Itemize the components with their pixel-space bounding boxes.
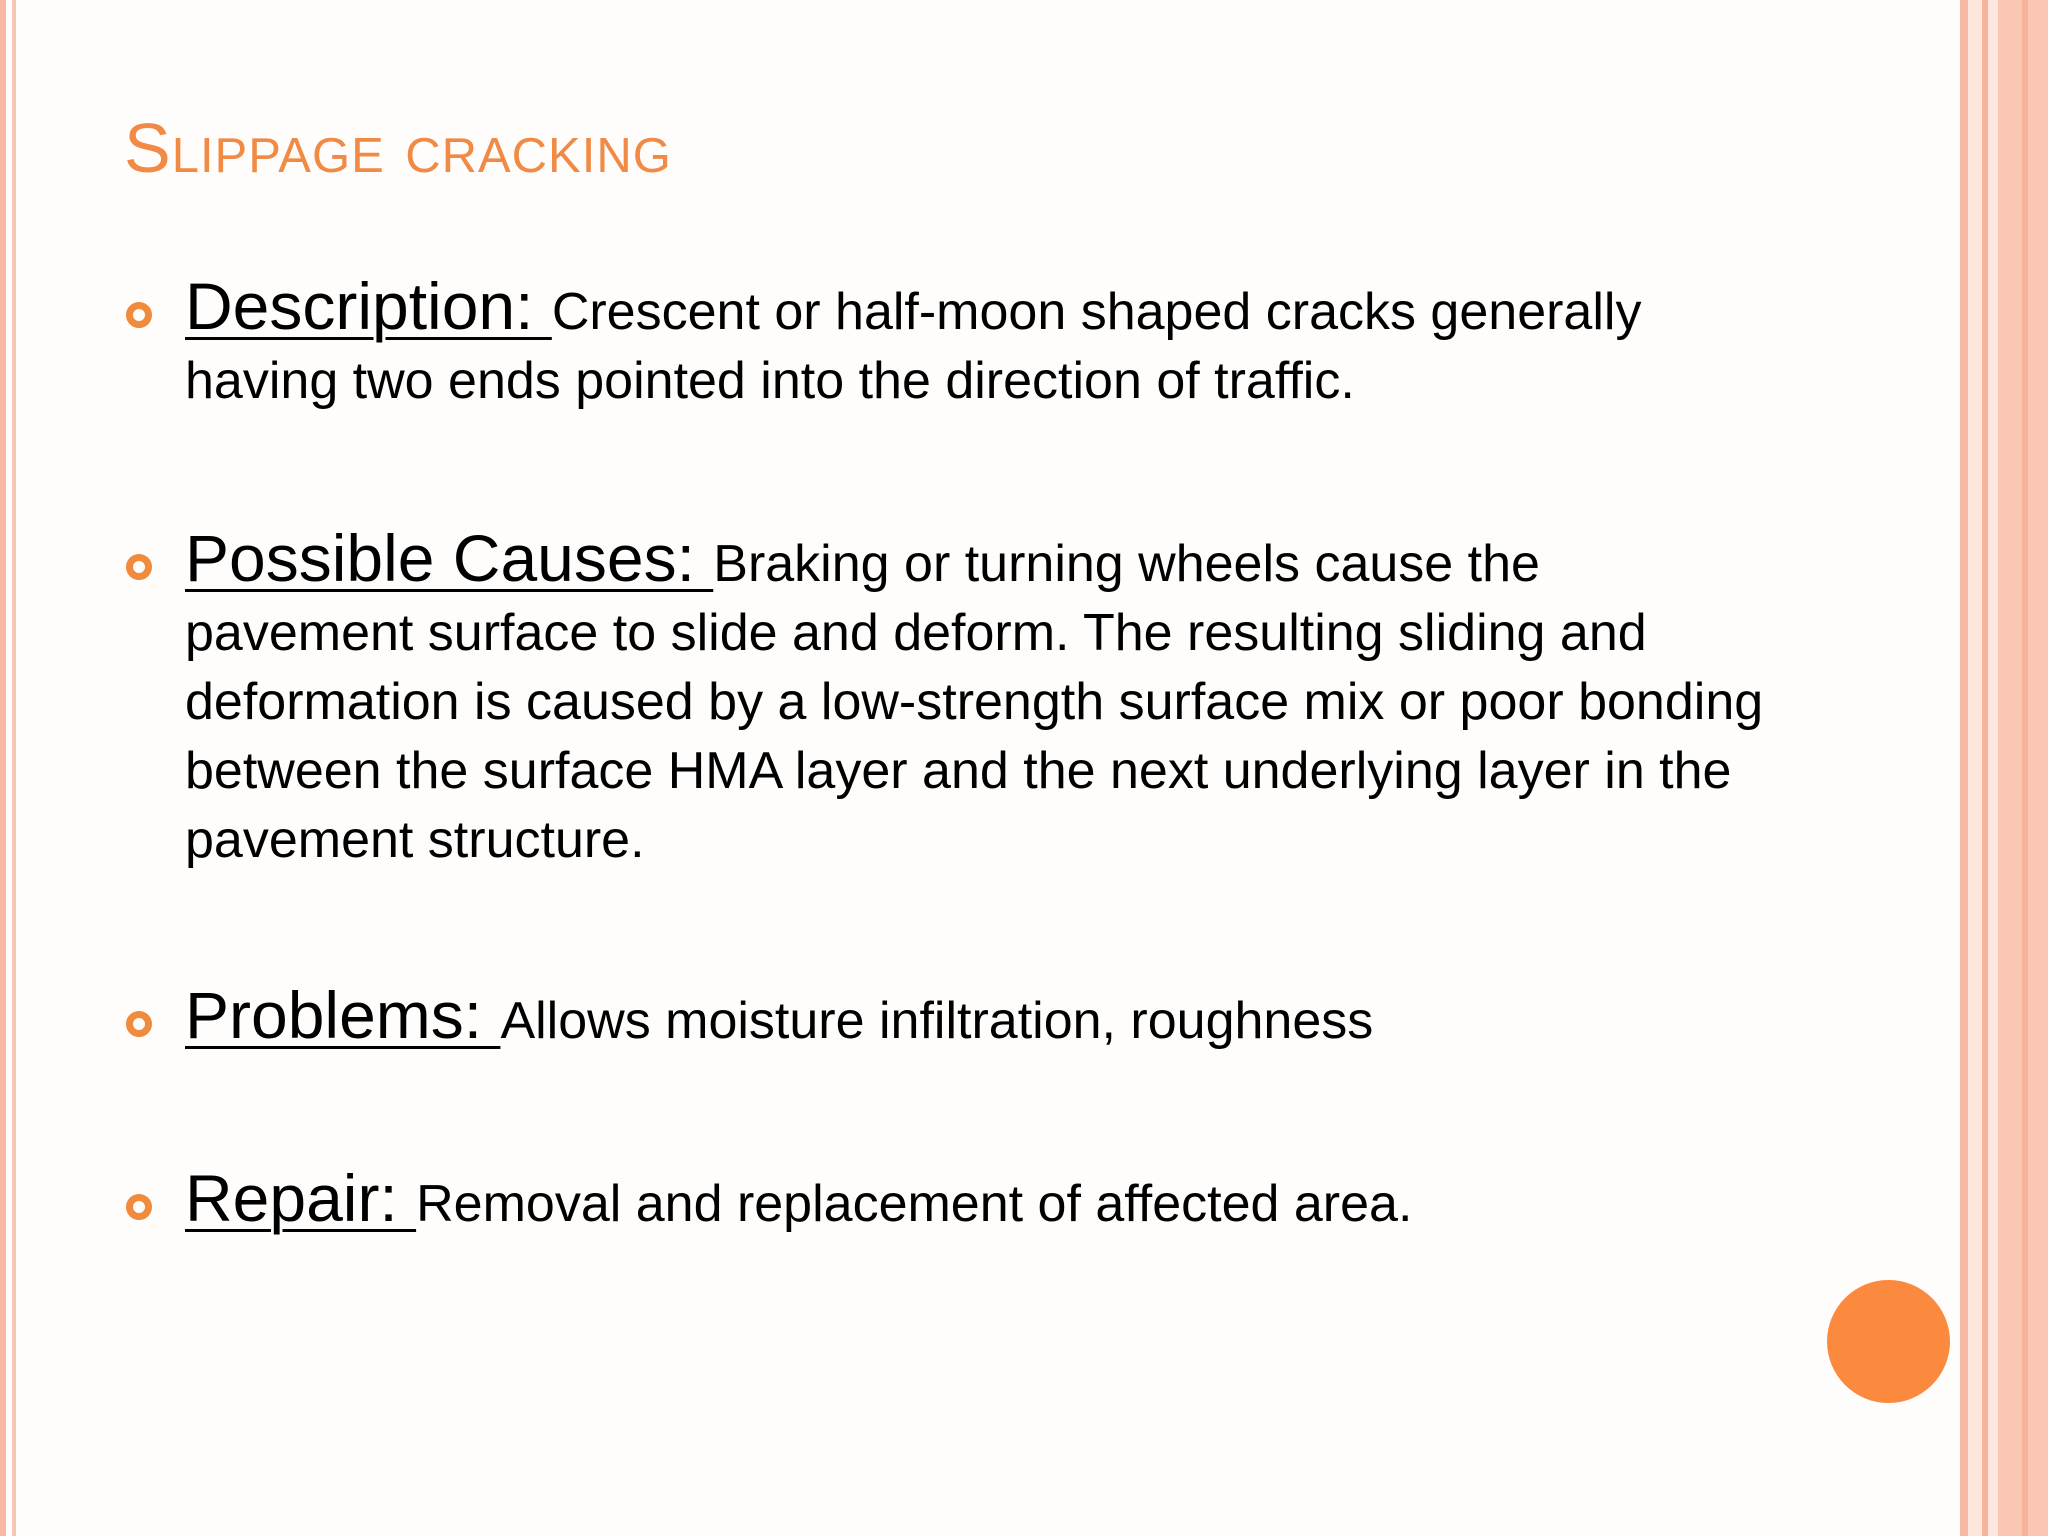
bullet-text [185, 1161, 1775, 1239]
left-border-stripe [0, 0, 6, 1536]
right-border-band [1968, 0, 1982, 1536]
bullet-circle-icon [126, 1194, 152, 1220]
bullet-body: Removal and replacement of affected area. [416, 1175, 1413, 1233]
bullet-body: Braking or turning wheels cause the pavement surface to slide and deform. The resulting sliding and deformation is caused by a low-strength surface mix or poor bonding between the surface HMA layer and the next underlying layer in the pavement structure. [185, 535, 1764, 869]
bullet-text [185, 269, 1775, 416]
decorative-circle-icon [1827, 1280, 1950, 1403]
bullet-term: Description: [185, 269, 552, 343]
right-border-band [2022, 0, 2028, 1536]
left-border-stripe-inner [12, 0, 16, 1536]
bullet-body: Allows moisture infiltration, roughness [500, 992, 1374, 1050]
bullet-term: Problems: [185, 978, 501, 1052]
slide-title: Slippage cracking [124, 109, 672, 187]
bullet-term: Repair: [185, 1161, 417, 1235]
bullet-circle-icon [126, 302, 152, 328]
bullet-text [185, 978, 1775, 1056]
bullet-body: Crescent or half-moon shaped cracks generally having two ends pointed into the direction of traffic. [185, 283, 1642, 410]
right-border-band [1988, 0, 1998, 1536]
bullet-term: Possible Causes: [185, 521, 714, 595]
bullet-text [185, 521, 1775, 875]
bullet-circle-icon [126, 1011, 152, 1037]
bullet-circle-icon [126, 554, 152, 580]
right-border-band [1960, 0, 1968, 1536]
